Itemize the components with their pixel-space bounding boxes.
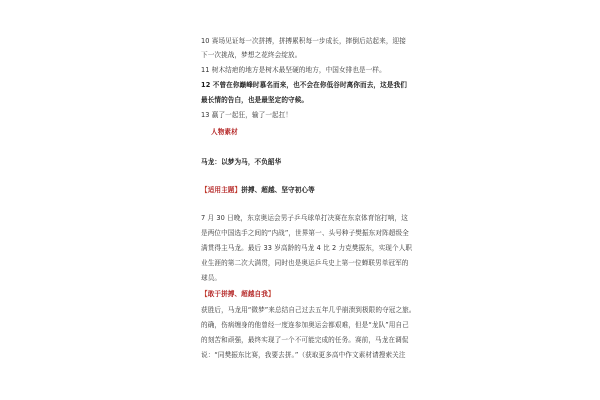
theme-tag-close: 】 xyxy=(234,186,242,194)
detail-line-4: 说：“同樊振东比赛，我要去拼。”（获取更多高中作文素材请搜索关注 xyxy=(201,351,406,359)
subtheme-tag-close: 】 xyxy=(267,290,275,298)
theme-tag-text: 拼搏、超越、坚守初心等 xyxy=(241,186,315,194)
subtheme-tag xyxy=(201,290,275,299)
quote-10-line-1: 10 赛场见证每一次拼搏，拼搏累积每一步成长，摔倒后站起来，迎接 xyxy=(201,37,406,45)
detail-line-3: 的刻苦和顽强，最终实现了一个不可能完成的任务。赛前，马龙在调侃 xyxy=(201,336,409,344)
theme-tag xyxy=(201,186,315,195)
story-line-3: 满贯得主马龙。最后 33 岁高龄的马龙 4 比 2 力克樊振东，实现个人职 xyxy=(201,244,413,252)
section-heading: 人物素材 xyxy=(211,128,238,136)
detail-line-1: 获胜后，马龙用“微梦”来总结自己过去五年几乎崩溃到极限的夺冠之旅。 xyxy=(201,306,416,314)
person-title: 马龙：以梦为马，不负韶华 xyxy=(201,158,282,166)
quote-11: 11 树木结疤的地方是树木最坚硬的地方，中国女排也是一样。 xyxy=(201,66,386,74)
story-line-2: 是两位中国选手之间的“内战”，世界第一、头号种子樊振东对阵超级全 xyxy=(201,229,409,237)
theme-tag-label: 适用主题 xyxy=(207,186,235,194)
quote-12-line-1: 12 不曾在你巅峰时慕名而来，也不会在你低谷时离你而去，这是我们 xyxy=(201,81,407,89)
story-line-5: 球员。 xyxy=(201,274,222,282)
detail-line-2: 的确，伤病缠身的他曾经一度连参加奥运会都艰难，但是“龙队”用自己 xyxy=(201,321,409,329)
story-line-4: 业生涯的第二次大满贯，同时也是奥运乒乓史上第一位蝉联男单冠军的 xyxy=(201,259,409,267)
quote-12-line-2: 最长情的告白，也是最坚定的守候。 xyxy=(201,96,309,104)
theme-tag-open: 【 xyxy=(201,186,208,194)
subtheme-tag-label: 敢于拼搏、超越自我 xyxy=(207,290,268,298)
subtheme-tag-open: 【 xyxy=(201,290,208,298)
quote-10-line-2: 下一次挑战，梦想之花终会绽放。 xyxy=(201,51,302,59)
quote-13: 13 赢了一起狂，输了一起扛！ xyxy=(201,111,293,119)
story-line-1: 7 月 30 日晚，东京奥运会男子乒乓球单打决赛在东京体育馆打响，这 xyxy=(201,214,408,222)
